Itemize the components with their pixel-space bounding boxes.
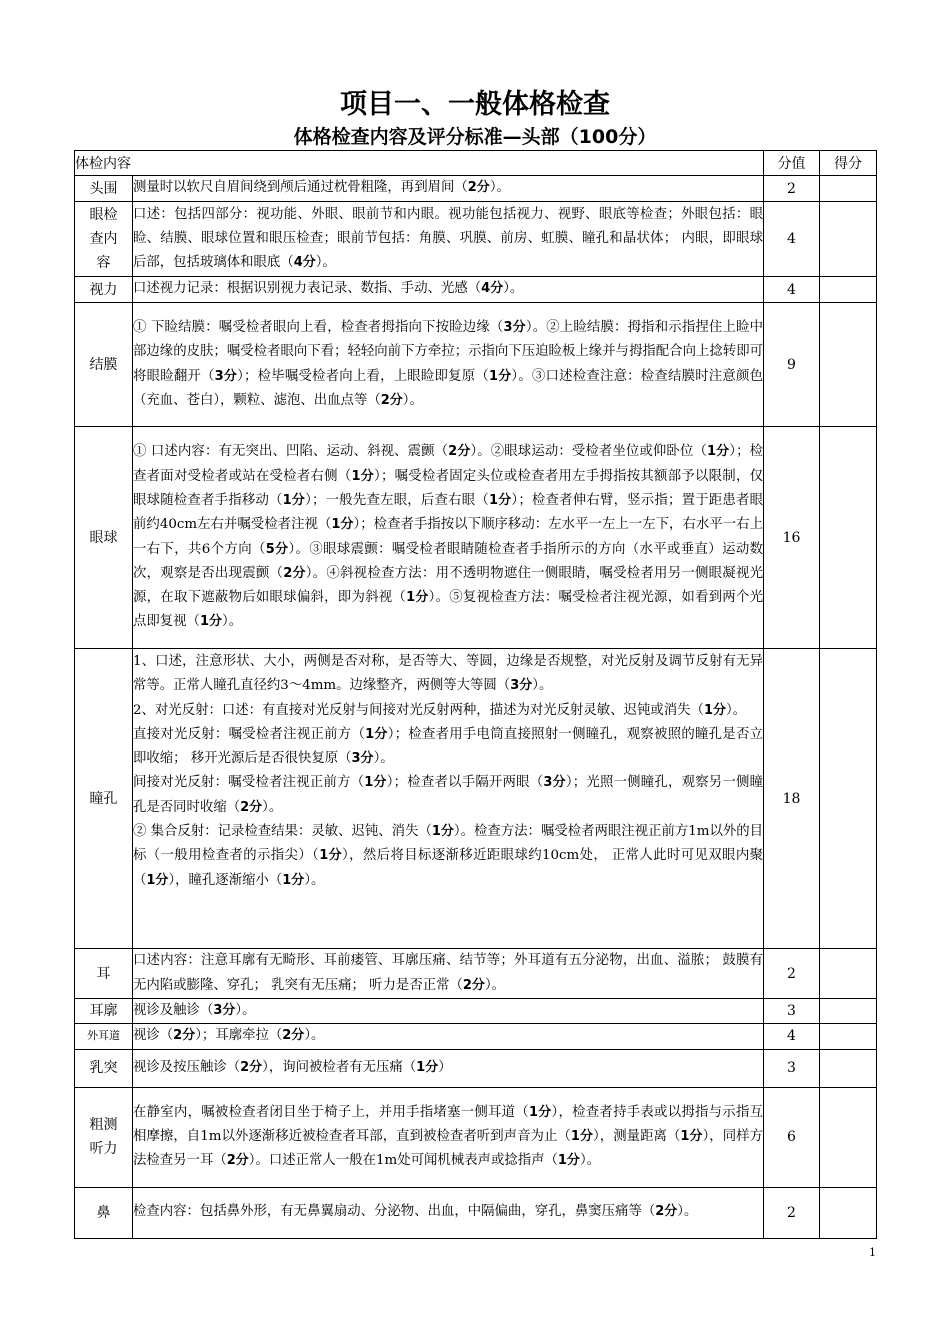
content-text: ① 下睑结膜：嘱受检者眼向上看，检查者拇指向下按睑边缘（ xyxy=(133,319,504,335)
content-paragraph xyxy=(133,699,763,723)
table-header-row xyxy=(75,151,877,176)
row-item-label: 耳廓 xyxy=(75,999,133,1024)
content-text: ）。②上睑结膜：拇指和示指捏住上睑中部边缘的皮肤；嘱受检者眼向下看；轻轻向前下方牵拉；示指向下压迫睑板上缘并与拇指配合向上捻转即可将眼睑翻开（ xyxy=(133,319,763,384)
points-value: 1分 xyxy=(528,1104,552,1120)
row-score: 3 xyxy=(764,999,820,1024)
row-content xyxy=(133,1024,764,1049)
points-value: 1分 xyxy=(406,590,429,606)
table-row xyxy=(75,649,877,949)
points-value: 3分 xyxy=(503,319,526,335)
row-content xyxy=(133,202,764,277)
row-obtained-cell[interactable] xyxy=(820,202,877,277)
content-text: ），检查者持手表或以拇指与示指互相摩擦，自1m以外逐渐移近被检查者耳部，直到被检查者听到声音为止（ xyxy=(133,1104,763,1144)
row-score: 6 xyxy=(764,1087,820,1187)
points-value: 1分 xyxy=(365,726,388,742)
points-value: 1分 xyxy=(431,824,454,840)
content-text: ）。检查方法：嘱受检者两眼注视正前方1m以外的目标（一般用检查者的示指尖）（ xyxy=(133,824,764,864)
content-text: 视诊（ xyxy=(133,1028,174,1044)
content-text: ）。 xyxy=(677,1204,698,1220)
content-text: ），询问被检者有无压痛（ xyxy=(262,1059,417,1075)
content-text: ）。 xyxy=(235,1003,256,1018)
row-content xyxy=(133,277,764,303)
row-obtained-cell[interactable] xyxy=(820,303,877,427)
content-text: ）；检毕嘱受检者向上看，上眼睑即复原（ xyxy=(237,368,489,384)
row-item-label: 视力 xyxy=(75,277,133,303)
content-text: 视诊及触诊（ xyxy=(133,1003,214,1018)
row-item-label: 耳 xyxy=(75,949,133,999)
points-value: 3分 xyxy=(213,1003,236,1018)
points-value: 1分 xyxy=(706,444,730,460)
table-row xyxy=(75,1087,877,1187)
table-row xyxy=(75,1024,877,1049)
content-text: ）。②眼球运动：受检者坐位或仰卧位（ xyxy=(470,444,707,460)
table-row xyxy=(75,999,877,1024)
content-text: ）。 xyxy=(484,977,506,993)
content-text: ）。③口述检查注意：检查结膜时注意颜色（充血、苍白），颗粒、滤泡、出血点等（ xyxy=(133,368,764,408)
content-text: 1、口述，注意形状、大小，两侧是否对称，是否等大、等圆，边缘是否规整，对光反射及调节反射有无异常等。正常人瞳孔直径约3～4mm。边缘整齐，两侧等大等圆（ xyxy=(133,654,763,694)
row-item-label: 乳突 xyxy=(75,1049,133,1087)
points-value: 2分 xyxy=(173,1028,196,1044)
content-text: ）；嘱受检者固定头位或检查者用左手拇指按其额部予以限制，仅眼球随检查者手指移动（ xyxy=(133,468,763,508)
points-value: 3分 xyxy=(214,368,238,384)
content-text: ）；检查者手指按以下顺序移动：左水平一左上一左下，右水平一右上一右下，共6个方向（ xyxy=(133,517,763,557)
points-value: 1分 xyxy=(282,492,306,508)
content-text: ）。 xyxy=(262,799,283,815)
content-paragraph xyxy=(133,999,763,1023)
content-paragraph xyxy=(133,1101,763,1174)
row-item-label: 鼻 xyxy=(75,1187,133,1238)
points-value: 1分 xyxy=(557,1153,580,1169)
content-text: ），同样方法检查另一耳（ xyxy=(133,1128,764,1169)
content-text: ）；光照一侧瞳孔，观察另一侧瞳孔是否同时收缩（ xyxy=(133,775,764,815)
row-score: 4 xyxy=(764,277,820,303)
row-score: 2 xyxy=(764,1187,820,1238)
content-text: ）；检查者面对受检者或站在受检者右侧（ xyxy=(133,444,763,484)
row-item-label: 瞳孔 xyxy=(75,649,133,949)
row-content xyxy=(133,649,764,949)
content-text: ）。 xyxy=(315,255,336,271)
points-value: 2分 xyxy=(655,1204,678,1220)
content-paragraph xyxy=(133,316,763,413)
points-value: 1分 xyxy=(570,1128,594,1144)
table-row xyxy=(75,176,877,202)
points-value: 1分 xyxy=(416,1059,439,1075)
points-value: 1分 xyxy=(331,517,354,533)
table-row xyxy=(75,949,877,999)
content-text: 2、对光反射：口述：有直接对光反射与间接对光反射两种，描述为对光反射灵敏、迟钝或消失（ xyxy=(133,702,704,718)
points-value: 1分 xyxy=(282,872,305,888)
content-paragraph xyxy=(133,1024,763,1048)
row-content xyxy=(133,427,764,649)
content-text: 检查内容：包括鼻外形，有无鼻翼扇动、分泌物、出血，中隔偏曲，穿孔，鼻窦压痛等（ xyxy=(133,1204,656,1220)
content-paragraph xyxy=(133,949,763,998)
row-content xyxy=(133,1087,764,1187)
content-text: 间接对光反射：嘱受检者注视正前方（ xyxy=(133,775,365,791)
points-value: 1分 xyxy=(488,492,512,508)
points-value: 3分 xyxy=(351,751,374,767)
row-content xyxy=(133,1187,764,1238)
points-value: 1分 xyxy=(199,614,222,630)
row-obtained-cell[interactable] xyxy=(820,427,877,649)
content-text: ② 集合反射：记录检查结果：灵敏、迟钝、消失（ xyxy=(133,824,432,840)
content-text: 口述内容：注意耳廓有无畸形、耳前瘘管、耳廓压痛、结节等；外耳道有五分泌物，出血、溢脓； 鼓膜有无内陷或膨隆、穿孔； 乳突有无压痛； 听力是否正常（ xyxy=(133,953,763,993)
content-paragraph xyxy=(133,820,763,893)
table-row xyxy=(75,1187,877,1238)
row-score: 4 xyxy=(764,202,820,277)
content-text: 视诊及按压触诊（ xyxy=(133,1059,241,1075)
row-item-label: 粗测听力 xyxy=(75,1087,133,1187)
content-text: 口述视力记录：根据识别视力表记录、数指、手动、光感（ xyxy=(133,281,482,297)
row-score: 2 xyxy=(764,949,820,999)
content-text: ）；耳廓牵拉（ xyxy=(195,1028,283,1044)
content-paragraph xyxy=(133,1200,763,1224)
content-text: ） xyxy=(438,1059,452,1075)
row-content xyxy=(133,176,764,202)
points-value: 2分 xyxy=(467,180,490,196)
row-content xyxy=(133,303,764,427)
content-text: ）。⑤复视检查方法：嘱受检者注视光源，如看到两个光点即复视（ xyxy=(133,590,763,630)
points-value: 1分 xyxy=(703,702,726,718)
points-value: 2分 xyxy=(226,1153,249,1169)
content-paragraph xyxy=(133,723,763,772)
row-obtained-cell[interactable] xyxy=(820,176,877,202)
content-paragraph xyxy=(133,176,763,200)
table-row xyxy=(75,303,877,427)
points-value: 3分 xyxy=(510,678,533,694)
points-value: 1分 xyxy=(680,1128,703,1144)
content-text: ）。 xyxy=(503,281,524,297)
points-value: 2分 xyxy=(448,444,471,460)
content-text: ）；检查者用手电筒直接照射一侧瞳孔，观察被照的瞳孔是否立即收缩； 移开光源后是否很快复原（ xyxy=(133,726,764,767)
scoring-table xyxy=(74,150,877,1239)
row-score: 9 xyxy=(764,303,820,427)
row-obtained-cell[interactable] xyxy=(820,949,877,999)
row-content xyxy=(133,949,764,999)
points-value: 2分 xyxy=(283,565,306,581)
content-text: 直接对光反射：嘱受检者注视正前方（ xyxy=(133,726,366,742)
points-value: 5分 xyxy=(265,541,289,557)
table-row xyxy=(75,427,877,649)
points-value: 2分 xyxy=(380,392,403,408)
points-value: 3分 xyxy=(543,775,566,791)
table-row xyxy=(75,202,877,277)
row-obtained-cell[interactable] xyxy=(820,1187,877,1238)
content-text: ）；一般先查左眼，后查右眼（ xyxy=(305,492,489,508)
content-text: ）。 xyxy=(532,678,553,694)
points-value: 1分 xyxy=(146,872,169,888)
table-row xyxy=(75,1049,877,1087)
content-text: ）。④斜视检查方法：用不透明物遮住一侧眼睛，嘱受检者用另一侧眼凝视光源，在取下遮蔽物后如眼球偏斜，即为斜视（ xyxy=(133,565,763,606)
row-obtained-cell[interactable] xyxy=(820,999,877,1024)
content-paragraph xyxy=(133,1056,763,1080)
content-text: ）；检查者伸右臂，竖示指；置于距患者眼前约40cm左右并嘱受检者注视（ xyxy=(133,492,764,533)
header-content: 体检内容 xyxy=(75,151,764,176)
row-score: 2 xyxy=(764,176,820,202)
row-obtained-cell[interactable] xyxy=(820,1024,877,1049)
content-paragraph xyxy=(133,440,763,634)
row-content xyxy=(133,999,764,1024)
points-value: 4分 xyxy=(293,255,316,271)
row-score: 16 xyxy=(764,427,820,649)
content-text: ）。口述正常人一般在1m处可闻机械表声或捻指声（ xyxy=(248,1153,558,1169)
points-value: 1分 xyxy=(351,468,375,484)
row-item-label: 眼球 xyxy=(75,427,133,649)
content-text: ）。 xyxy=(304,872,325,888)
points-value: 1分 xyxy=(319,848,343,864)
points-value: 2分 xyxy=(282,1028,305,1044)
page-title: 项目一、一般体格检查 xyxy=(340,89,610,120)
content-text: ）。 xyxy=(402,392,423,408)
content-text: ）。 xyxy=(373,751,394,767)
content-text: ① 口述内容：有无突出、凹陷、运动、斜视、震颤（ xyxy=(133,444,449,460)
row-score: 3 xyxy=(764,1049,820,1087)
row-item-label: 眼检查内容 xyxy=(75,202,133,277)
row-score: 4 xyxy=(764,1024,820,1049)
content-paragraph xyxy=(133,771,763,820)
points-value: 1分 xyxy=(488,368,512,384)
page-subtitle: 体格检查内容及评分标准—头部（100分） xyxy=(293,126,657,148)
row-item-label: 外耳道 xyxy=(75,1024,133,1049)
content-text: ），然后将目标逐渐移近距眼球约10cm处， 正常人此时可见双眼内聚（ xyxy=(133,848,763,888)
row-obtained-cell[interactable] xyxy=(820,1049,877,1087)
points-value: 2分 xyxy=(240,799,263,815)
content-text: 在静室内，嘱被检查者闭目坐于椅子上，并用手指堵塞一侧耳道（ xyxy=(133,1104,529,1120)
content-text: ），瞳孔逐渐缩小（ xyxy=(168,872,283,888)
content-text: ）。③眼球震颤：嘱受检者眼睛随检查者手指所示的方向（水平或垂直）运动数次，观察是否出现震颤（ xyxy=(133,541,763,581)
content-text: 测量时以软尺自眉间绕到颅后通过枕骨粗隆，再到眉间（ xyxy=(133,180,468,196)
row-item-label: 结膜 xyxy=(75,303,133,427)
content-text: ）。 xyxy=(579,1153,601,1169)
content-text: ）。 xyxy=(489,180,510,196)
content-text: ），测量距离（ xyxy=(593,1128,681,1144)
content-text: ）；检查者以手隔开两眼（ xyxy=(386,775,544,791)
points-value: 2分 xyxy=(240,1059,263,1075)
row-content xyxy=(133,1049,764,1087)
row-obtained-cell[interactable] xyxy=(820,1087,877,1187)
row-obtained-cell[interactable] xyxy=(820,277,877,303)
content-paragraph xyxy=(133,203,763,276)
row-item-label: 头围 xyxy=(75,176,133,202)
content-text: ）。 xyxy=(304,1028,325,1044)
content-text: 口述：包括四部分：视功能、外眼、眼前节和内眼。视功能包括视力、视野、眼底等检查；外眼包括：眼睑、结膜、眼球位置和眼压检查；眼前节包括：角膜、巩膜、前房、虹膜、瞳孔和晶状体； 内眼，即眼球后部，包括玻璃体和眼底（ xyxy=(133,206,763,271)
points-value: 4分 xyxy=(481,281,504,297)
points-value: 2分 xyxy=(462,977,485,993)
row-obtained-cell[interactable] xyxy=(820,649,877,949)
content-paragraph xyxy=(133,277,763,301)
content-text: ）。 xyxy=(725,702,747,718)
content-paragraph xyxy=(133,650,763,699)
content-text: ）。 xyxy=(222,614,243,630)
header-score: 分值 xyxy=(764,151,820,176)
row-score: 18 xyxy=(764,649,820,949)
points-value: 1分 xyxy=(364,775,387,791)
page-number: 1 xyxy=(869,1246,876,1259)
table-row xyxy=(75,277,877,303)
header-obtained: 得分 xyxy=(820,151,877,176)
